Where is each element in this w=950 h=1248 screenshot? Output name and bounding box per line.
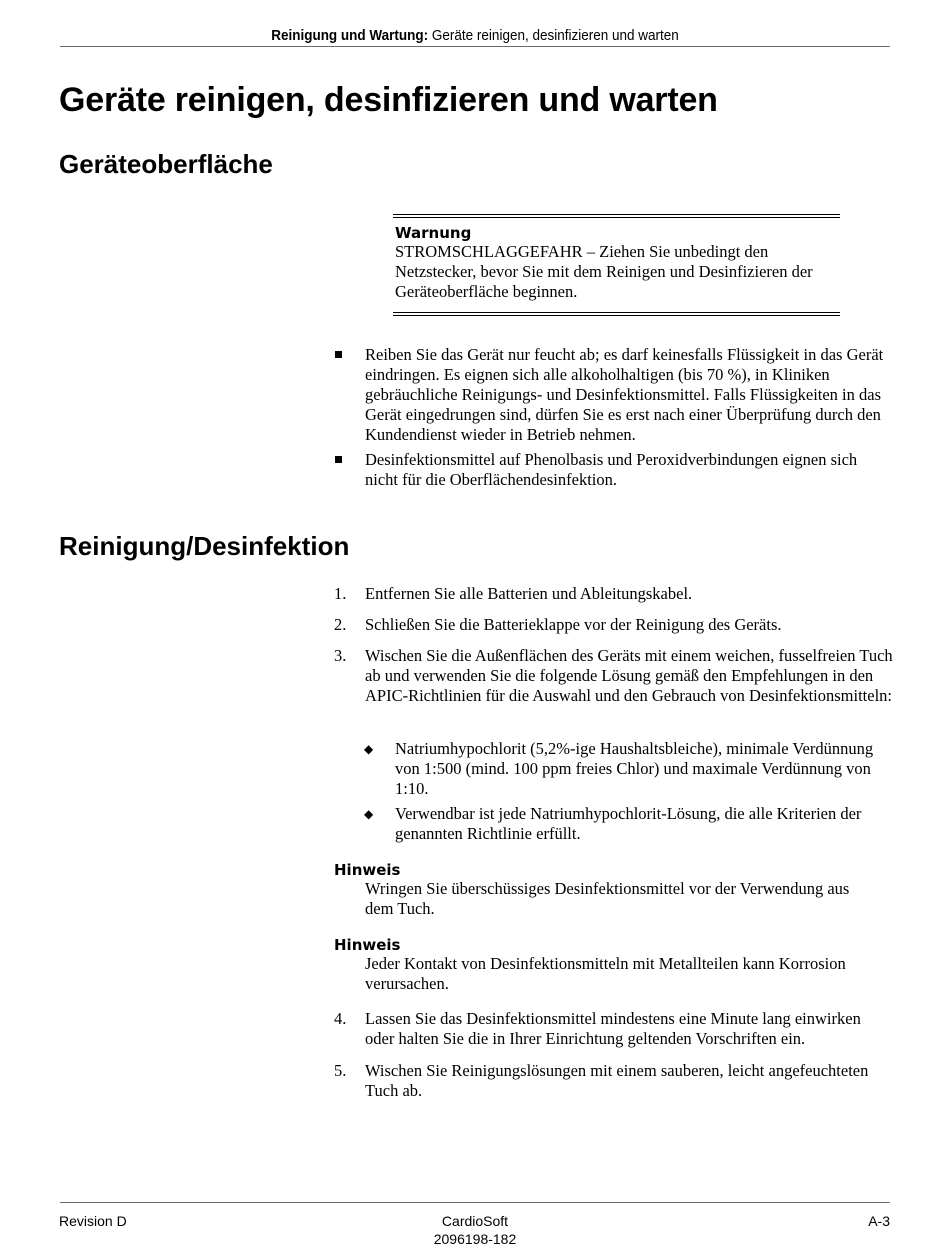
subitem-text: Natriumhypochlorit (5,2%-ige Haushaltsbleiche), minimale Verdünnung von 1:500 (mind. 100 ppm freies Chlor) und maximale Verdünnung von 1:10. (395, 739, 874, 798)
step-text: Schließen Sie die Batterieklappe vor der Reinigung des Geräts. (365, 615, 782, 634)
step-number: 1. (334, 584, 347, 603)
note-block (334, 936, 874, 994)
surface-bullet-list (334, 345, 894, 490)
diamond-bullet-icon: ◆ (364, 742, 374, 756)
footer-page-number: A-3 (868, 1213, 890, 1229)
note-title: Hinweis (334, 936, 401, 954)
list-item (334, 1009, 894, 1049)
square-bullet-icon (335, 351, 342, 358)
header-section: Reinigung und Wartung: (271, 27, 429, 44)
running-header (102, 26, 849, 45)
page-title: Geräte reinigen, desinfizieren und warten (59, 81, 718, 119)
list-item (364, 739, 884, 799)
step-number: 3. (334, 646, 347, 665)
section-heading-cleaning: Reinigung/Desinfektion (59, 531, 350, 561)
warning-rule-bottom (393, 312, 840, 316)
footer-revision: Revision D (59, 1213, 127, 1229)
section-heading-surface: Geräteoberfläche (59, 149, 273, 179)
footer-document-number: 2096198-182 (433, 1231, 517, 1247)
note-block (334, 861, 874, 919)
note-title: Hinweis (334, 861, 401, 879)
warning-text: STROMSCHLAGGEFAHR – Ziehen Sie unbedingt den Netzstecker, bevor Sie mit dem Reinigen und Desinfizieren der Geräteoberfläche beginnen. (395, 242, 813, 301)
warning-title: Warnung (395, 224, 472, 242)
subitem-text: Verwendbar ist jede Natriumhypochlorit-Lösung, die alle Kriterien der genannten Richtlinie erfüllt. (395, 804, 862, 843)
list-item (334, 345, 894, 445)
solution-list (364, 739, 884, 844)
bullet-text: Desinfektionsmittel auf Phenolbasis und Peroxidverbindungen eignen sich nicht für die Oberflächendesinfektion. (365, 450, 858, 489)
step-number: 2. (334, 615, 347, 634)
diamond-bullet-icon: ◆ (364, 807, 374, 821)
warning-rule-top (393, 214, 840, 218)
footer-rule (60, 1202, 890, 1203)
step-number: 5. (334, 1061, 347, 1080)
header-rule (60, 46, 890, 47)
list-item (334, 1061, 894, 1101)
list-item (334, 646, 894, 706)
header-topic: Geräte reinigen, desinfizieren und warten (428, 27, 679, 44)
steps-list-a (334, 584, 894, 706)
step-text: Wischen Sie die Außenflächen des Geräts mit einem weichen, fusselfreien Tuch ab und verwenden Sie die folgende Lösung gemäß den Empfehlungen in den APIC-Richtlinien für die Auswahl und den Gebrauch von Desinfektionsmitteln: (365, 646, 893, 705)
list-item (364, 804, 884, 844)
steps-list-b (334, 1009, 894, 1101)
step-number: 4. (334, 1009, 347, 1028)
footer-product: CardioSoft (441, 1213, 509, 1229)
list-item (334, 615, 894, 635)
step-text: Wischen Sie Reinigungslösungen mit einem sauberen, leicht angefeuchteten Tuch ab. (365, 1061, 869, 1100)
list-item (334, 450, 894, 490)
warning-box (393, 214, 840, 316)
bullet-text: Reiben Sie das Gerät nur feucht ab; es darf keinesfalls Flüssigkeit in das Gerät eindringen. Es eignen sich alle alkoholhaltigen (bis 70 %), in Kliniken gebräuchliche Reinigungs- und Desinfektionsmittel. Falls Flüssigkeiten in das Gerät eingedrungen sind, dürfen Sie es erst nach einer Überprüfung durch den Kundendienst wieder in Betrieb nehmen. (365, 345, 884, 444)
note-text: Jeder Kontakt von Desinfektionsmitteln mit Metallteilen kann Korrosion verursachen. (365, 954, 846, 993)
square-bullet-icon (335, 456, 342, 463)
step-text: Lassen Sie das Desinfektionsmittel mindestens eine Minute lang einwirken oder halten Sie die in Ihrer Einrichtung geltenden Vorschriften ein. (365, 1009, 861, 1048)
step-text: Entfernen Sie alle Batterien und Ableitungskabel. (365, 584, 693, 603)
note-text: Wringen Sie überschüssiges Desinfektionsmittel vor der Verwendung aus dem Tuch. (365, 879, 850, 918)
list-item (334, 584, 894, 604)
